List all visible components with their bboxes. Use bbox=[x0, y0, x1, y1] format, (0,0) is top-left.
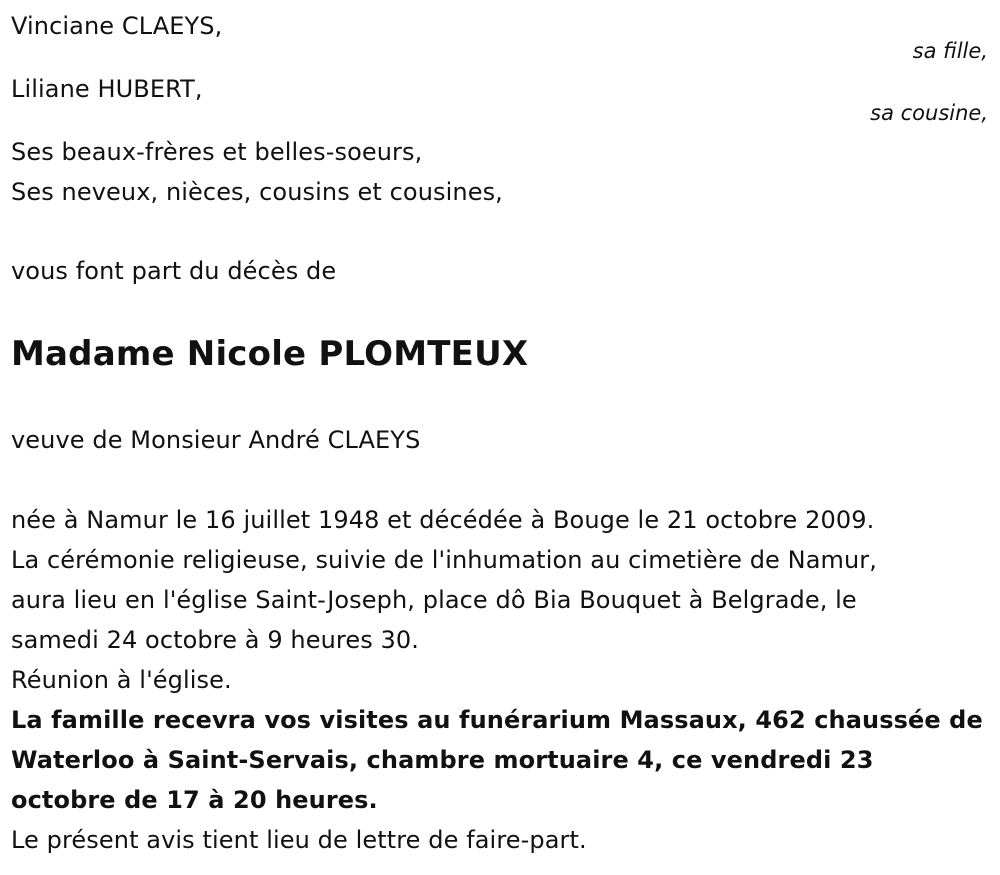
closing-line: Le présent avis tient lieu de lettre de faire-part. bbox=[11, 826, 587, 854]
visit-line-1: La famille recevra vos visites au funérarium Massaux, 462 chaussée de bbox=[11, 706, 983, 734]
announcement-text: vous font part du décès de bbox=[11, 257, 337, 285]
widow-line: veuve de Monsieur André CLAEYS bbox=[11, 426, 421, 454]
mourner-name-2: Liliane HUBERT, bbox=[11, 75, 203, 103]
ceremony-line-3: samedi 24 octobre à 9 heures 30. bbox=[11, 626, 420, 654]
family-line-1: Ses beaux-frères et belles-soeurs, bbox=[11, 138, 423, 166]
ceremony-line-2: aura lieu en l'église Saint-Joseph, place dô Bia Bouquet à Belgrade, le bbox=[11, 586, 857, 614]
birth-death-line: née à Namur le 16 juillet 1948 et décédée à Bouge le 21 octobre 2009. bbox=[11, 506, 875, 534]
mourner-name-1: Vinciane CLAEYS, bbox=[11, 12, 223, 40]
ceremony-line-1: La cérémonie religieuse, suivie de l'inhumation au cimetière de Namur, bbox=[11, 546, 877, 574]
mourner-relation-2: sa cousine, bbox=[870, 101, 988, 125]
visit-line-2: Waterloo à Saint-Servais, chambre mortuaire 4, ce vendredi 23 bbox=[11, 746, 874, 774]
family-line-2: Ses neveux, nièces, cousins et cousines, bbox=[11, 178, 503, 206]
mourner-relation-1: sa fille, bbox=[912, 39, 988, 63]
visit-line-3: octobre de 17 à 20 heures. bbox=[11, 786, 378, 814]
meeting-line: Réunion à l'église. bbox=[11, 666, 232, 694]
deceased-name: Madame Nicole PLOMTEUX bbox=[11, 334, 529, 374]
